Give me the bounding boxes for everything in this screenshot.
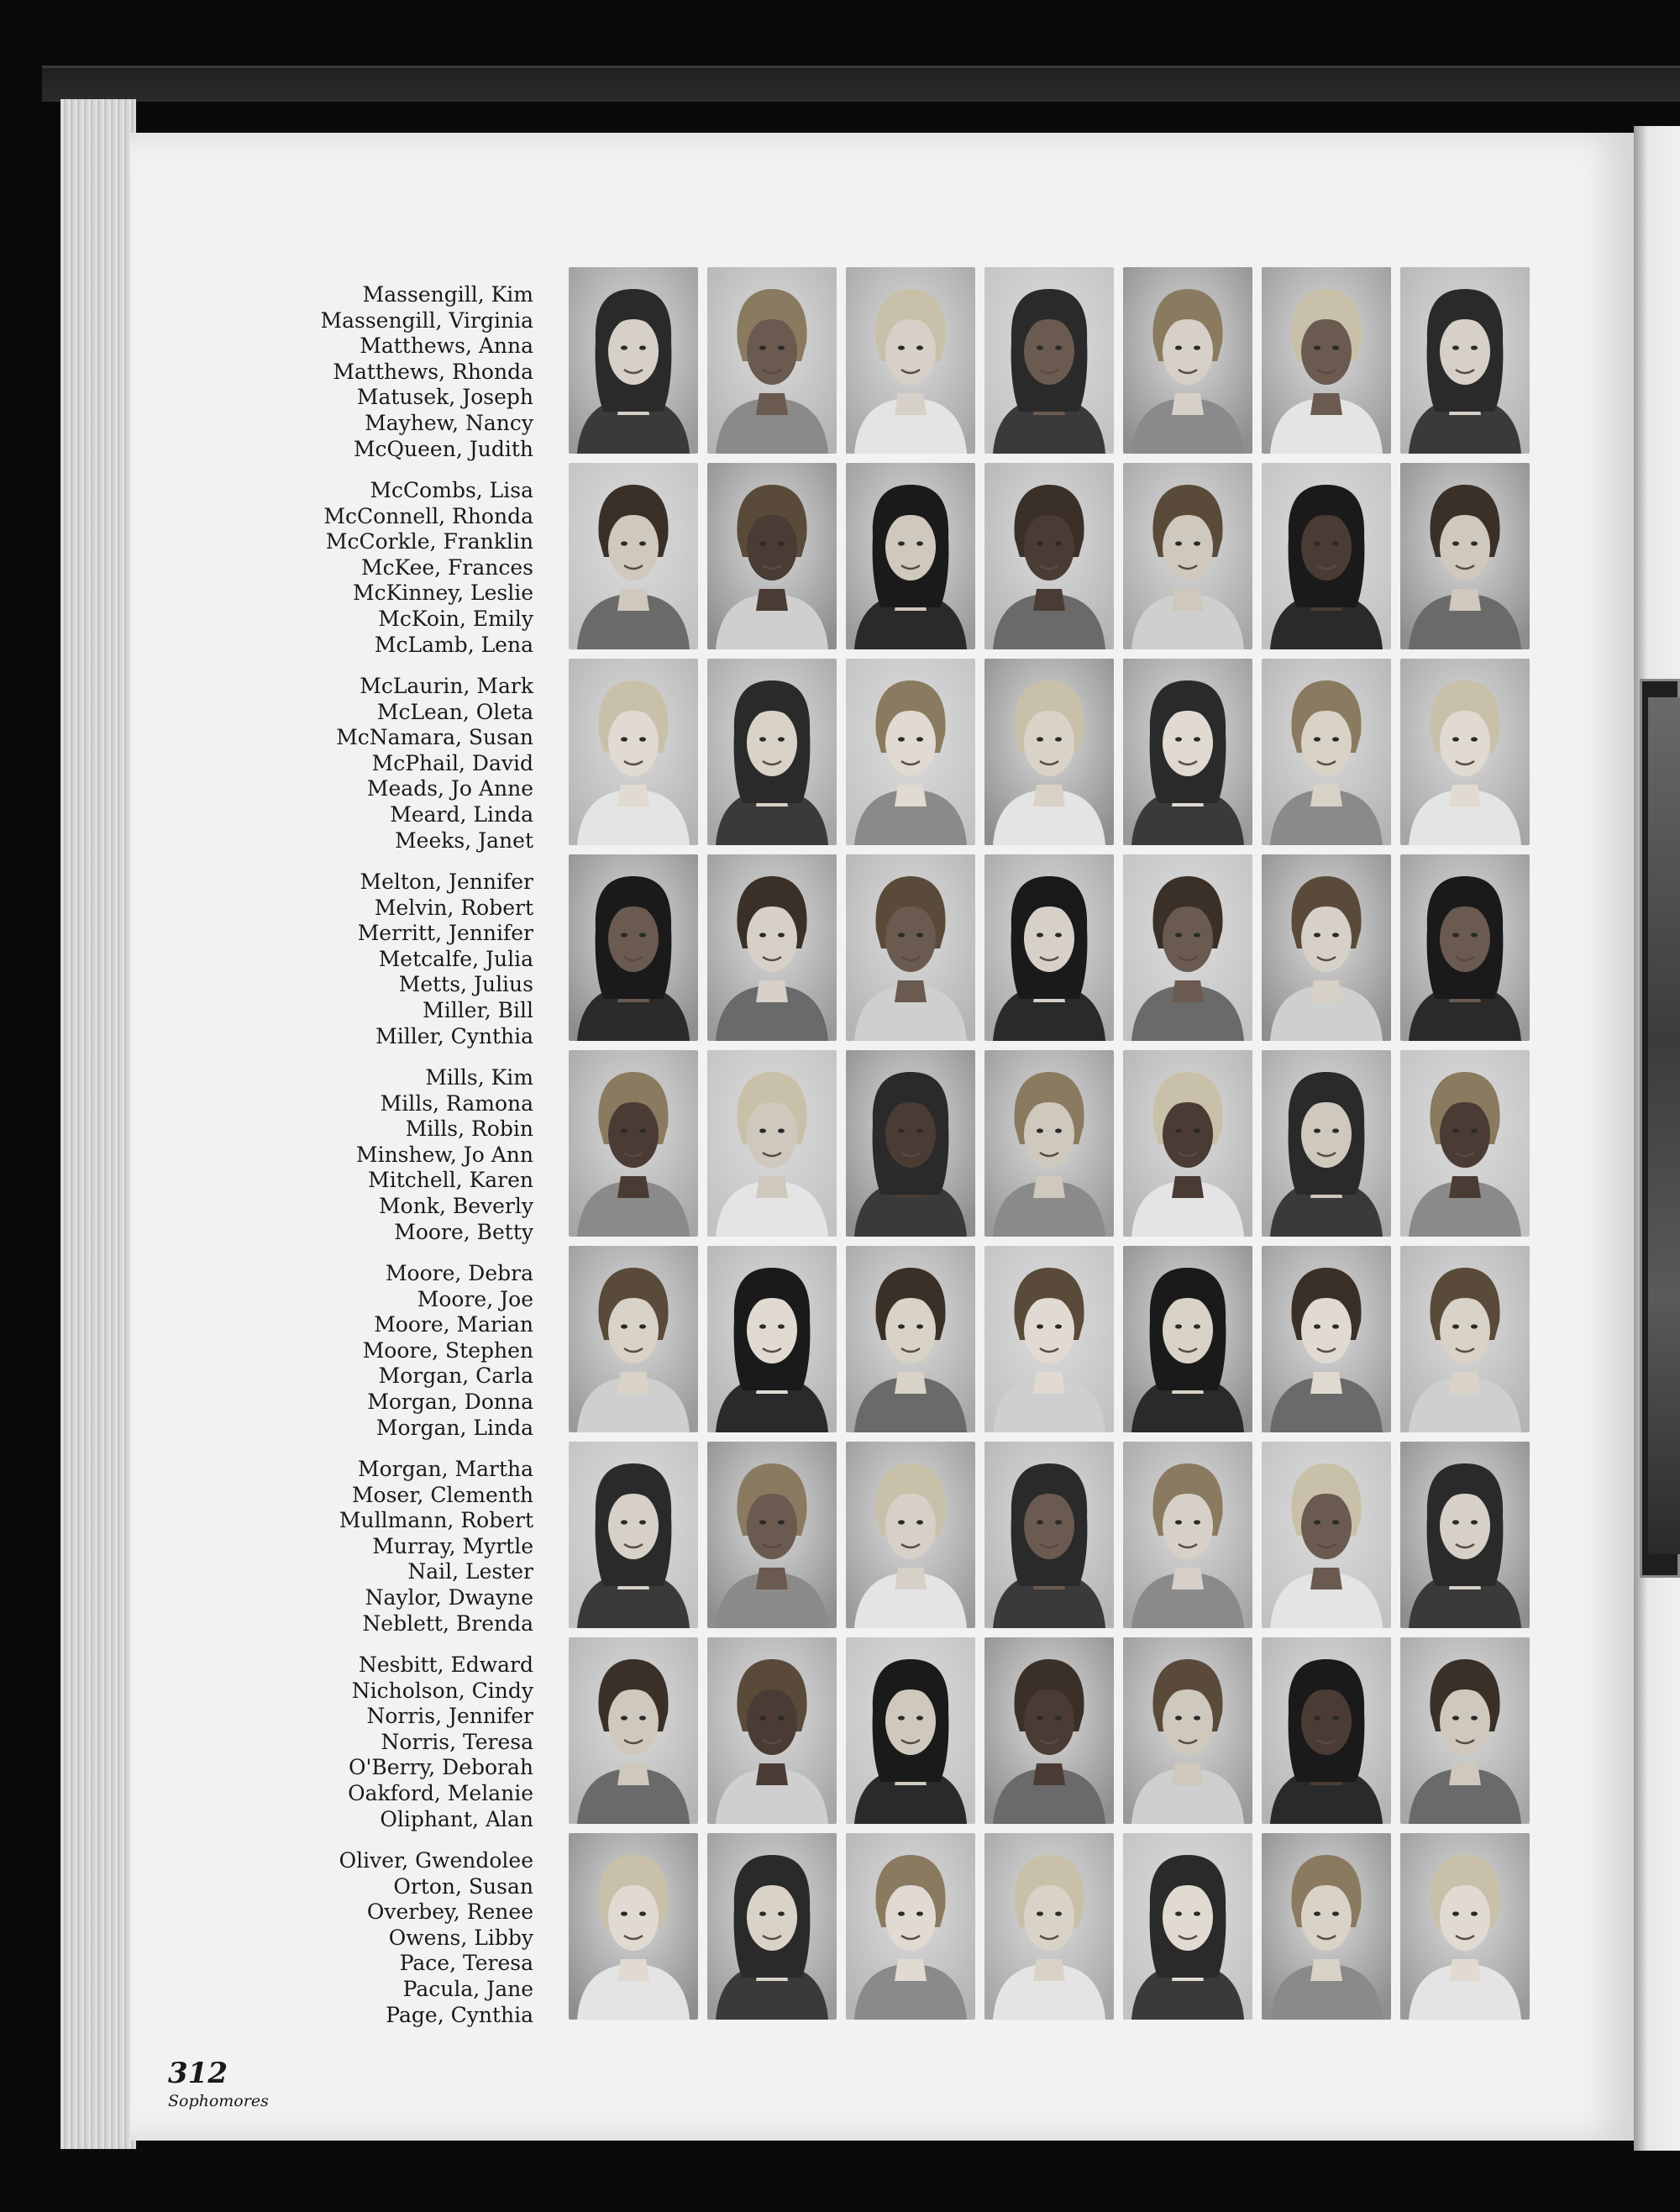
student-portrait bbox=[1123, 1637, 1252, 1824]
name-list-group-7 bbox=[235, 1457, 533, 1637]
student-name: Mitchell, Karen bbox=[368, 1168, 533, 1193]
student-portrait bbox=[707, 1442, 837, 1628]
student-portrait bbox=[569, 659, 698, 845]
student-name: Mills, Robin bbox=[405, 1117, 533, 1142]
student-portrait bbox=[1262, 1833, 1391, 2020]
student-name: Metts, Julius bbox=[398, 972, 533, 997]
student-portrait bbox=[1400, 659, 1530, 845]
student-portrait bbox=[846, 659, 975, 845]
student-portrait bbox=[1262, 1637, 1391, 1824]
student-name: Neblett, Brenda bbox=[362, 1610, 533, 1636]
student-name: Miller, Cynthia bbox=[375, 1023, 533, 1048]
student-portrait bbox=[1400, 463, 1530, 649]
student-portrait bbox=[984, 1637, 1114, 1824]
name-list-group-5 bbox=[235, 1065, 533, 1245]
student-portrait bbox=[984, 659, 1114, 845]
student-name: McKinney, Leslie bbox=[353, 581, 533, 606]
student-name: McPhail, David bbox=[371, 750, 533, 775]
student-portrait bbox=[707, 1637, 837, 1824]
student-name: Moore, Debra bbox=[385, 1261, 533, 1285]
page-stack-edge bbox=[60, 99, 136, 2149]
student-name: McKee, Frances bbox=[360, 554, 533, 580]
student-name: Morgan, Carla bbox=[378, 1363, 533, 1389]
student-portrait bbox=[1123, 1246, 1252, 1432]
student-portrait bbox=[984, 1442, 1114, 1628]
student-name: Pace, Teresa bbox=[399, 1951, 533, 1976]
student-portrait bbox=[569, 267, 698, 454]
student-name: Murray, Myrtle bbox=[372, 1533, 533, 1558]
student-portrait bbox=[1123, 854, 1252, 1041]
student-name: Moore, Betty bbox=[394, 1219, 533, 1244]
student-portrait bbox=[569, 1442, 698, 1628]
student-name: Oakford, Melanie bbox=[348, 1780, 533, 1805]
student-name: Nicholson, Cindy bbox=[351, 1678, 533, 1703]
student-name: Matthews, Rhonda bbox=[333, 359, 533, 384]
student-portrait bbox=[984, 1833, 1114, 2020]
student-portrait bbox=[707, 1246, 837, 1432]
student-portrait bbox=[846, 267, 975, 454]
student-name: Moore, Marian bbox=[374, 1312, 533, 1337]
student-name: McLaurin, Mark bbox=[360, 674, 533, 698]
student-name: McCorkle, Franklin bbox=[325, 529, 533, 554]
student-name: Mills, Ramona bbox=[380, 1090, 533, 1116]
student-name: McCombs, Lisa bbox=[370, 478, 533, 502]
student-name: McQueen, Judith bbox=[353, 436, 533, 461]
student-portrait bbox=[707, 463, 837, 649]
student-portrait bbox=[1400, 1442, 1530, 1628]
student-name: Meeks, Janet bbox=[395, 828, 533, 853]
student-name: O'Berry, Deborah bbox=[349, 1755, 533, 1780]
student-name: Nail, Lester bbox=[407, 1559, 533, 1584]
name-list-group-9 bbox=[235, 1848, 533, 2028]
student-name: Owens, Libby bbox=[388, 1925, 533, 1950]
student-portrait bbox=[569, 1637, 698, 1824]
student-name: McConnell, Rhonda bbox=[323, 503, 533, 528]
student-portrait bbox=[846, 1637, 975, 1824]
student-portrait bbox=[1400, 854, 1530, 1041]
student-name: Melvin, Robert bbox=[374, 895, 533, 920]
name-list-group-8 bbox=[235, 1652, 533, 1832]
name-list-group-3 bbox=[235, 674, 533, 854]
student-portrait bbox=[707, 1050, 837, 1237]
student-name: Meard, Linda bbox=[390, 801, 533, 827]
student-portrait bbox=[846, 1442, 975, 1628]
student-portrait bbox=[707, 267, 837, 454]
student-portrait bbox=[1123, 1442, 1252, 1628]
student-portrait bbox=[984, 854, 1114, 1041]
student-name: Minshew, Jo Ann bbox=[355, 1142, 533, 1167]
student-portrait bbox=[1400, 1246, 1530, 1432]
student-name: Norris, Jennifer bbox=[366, 1704, 533, 1729]
student-portrait bbox=[984, 267, 1114, 454]
student-portrait bbox=[569, 1050, 698, 1237]
student-name: Overbey, Renee bbox=[366, 1899, 533, 1925]
student-portrait bbox=[1123, 463, 1252, 649]
student-portrait bbox=[1400, 1637, 1530, 1824]
page-number: 312 bbox=[168, 2057, 228, 2090]
student-name: Merritt, Jennifer bbox=[357, 921, 533, 946]
student-portrait bbox=[984, 463, 1114, 649]
student-portrait bbox=[1262, 854, 1391, 1041]
student-name: Meads, Jo Anne bbox=[366, 776, 533, 801]
student-name: Moser, Clementh bbox=[351, 1482, 533, 1507]
student-name: Oliphant, Alan bbox=[380, 1806, 533, 1831]
student-name: McLamb, Lena bbox=[374, 632, 533, 657]
student-name: Oliver, Gwendolee bbox=[339, 1848, 533, 1873]
name-list-group-4 bbox=[235, 870, 533, 1049]
student-portrait bbox=[569, 854, 698, 1041]
student-portrait bbox=[1262, 1442, 1391, 1628]
student-portrait bbox=[846, 854, 975, 1041]
section-label: Sophomores bbox=[168, 2092, 269, 2110]
student-name: Monk, Beverly bbox=[379, 1193, 533, 1218]
student-name: Matusek, Joseph bbox=[356, 385, 533, 410]
student-name: Morgan, Martha bbox=[357, 1457, 533, 1481]
student-portrait bbox=[846, 1050, 975, 1237]
student-name: Metcalfe, Julia bbox=[378, 946, 533, 971]
student-name: Naylor, Dwayne bbox=[365, 1584, 533, 1610]
student-name: Norris, Teresa bbox=[381, 1729, 533, 1754]
student-name: Mills, Kim bbox=[425, 1065, 533, 1090]
student-name: Massengill, Virginia bbox=[320, 307, 533, 333]
student-portrait bbox=[984, 1050, 1114, 1237]
student-portrait bbox=[1262, 463, 1391, 649]
student-portrait bbox=[569, 1833, 698, 2020]
student-portrait bbox=[707, 1833, 837, 2020]
student-portrait bbox=[846, 463, 975, 649]
student-portrait bbox=[1262, 1050, 1391, 1237]
student-name: Pacula, Jane bbox=[402, 1976, 533, 2001]
student-name: Page, Cynthia bbox=[386, 2002, 533, 2027]
student-name: Melton, Jennifer bbox=[360, 870, 533, 894]
student-portrait bbox=[707, 659, 837, 845]
student-portrait bbox=[1400, 1050, 1530, 1237]
student-portrait bbox=[1123, 1833, 1252, 2020]
student-portrait bbox=[1262, 1246, 1391, 1432]
facing-page-photo-content bbox=[1648, 697, 1680, 1554]
student-name: McNamara, Susan bbox=[336, 725, 533, 750]
student-name: Mayhew, Nancy bbox=[365, 410, 533, 435]
student-portrait bbox=[1123, 1050, 1252, 1237]
student-name: Morgan, Donna bbox=[367, 1389, 533, 1414]
student-name: Moore, Joe bbox=[417, 1286, 533, 1311]
student-portrait bbox=[707, 854, 837, 1041]
student-portrait bbox=[846, 1833, 975, 2020]
student-name: Massengill, Kim bbox=[362, 282, 533, 307]
student-name: Moore, Stephen bbox=[362, 1337, 533, 1363]
student-name: Nesbitt, Edward bbox=[359, 1652, 533, 1677]
student-name: McLean, Oleta bbox=[376, 699, 533, 724]
name-list-group-2 bbox=[235, 478, 533, 658]
student-portrait bbox=[569, 463, 698, 649]
student-name: Miller, Bill bbox=[423, 997, 533, 1022]
student-portrait bbox=[1123, 659, 1252, 845]
student-name: McKoin, Emily bbox=[378, 606, 533, 631]
student-name: Orton, Susan bbox=[393, 1873, 533, 1899]
student-portrait bbox=[569, 1246, 698, 1432]
student-portrait bbox=[1123, 267, 1252, 454]
student-portrait bbox=[1400, 1833, 1530, 2020]
student-name: Mullmann, Robert bbox=[339, 1508, 533, 1533]
student-name: Morgan, Linda bbox=[375, 1415, 533, 1440]
student-name: Matthews, Anna bbox=[360, 334, 533, 359]
student-portrait bbox=[1262, 267, 1391, 454]
name-list-group-1 bbox=[235, 282, 533, 462]
student-portrait bbox=[1400, 267, 1530, 454]
student-portrait bbox=[846, 1246, 975, 1432]
student-portrait bbox=[1262, 659, 1391, 845]
book-cover-edge bbox=[42, 66, 1680, 102]
student-portrait bbox=[984, 1246, 1114, 1432]
name-list-group-6 bbox=[235, 1261, 533, 1441]
